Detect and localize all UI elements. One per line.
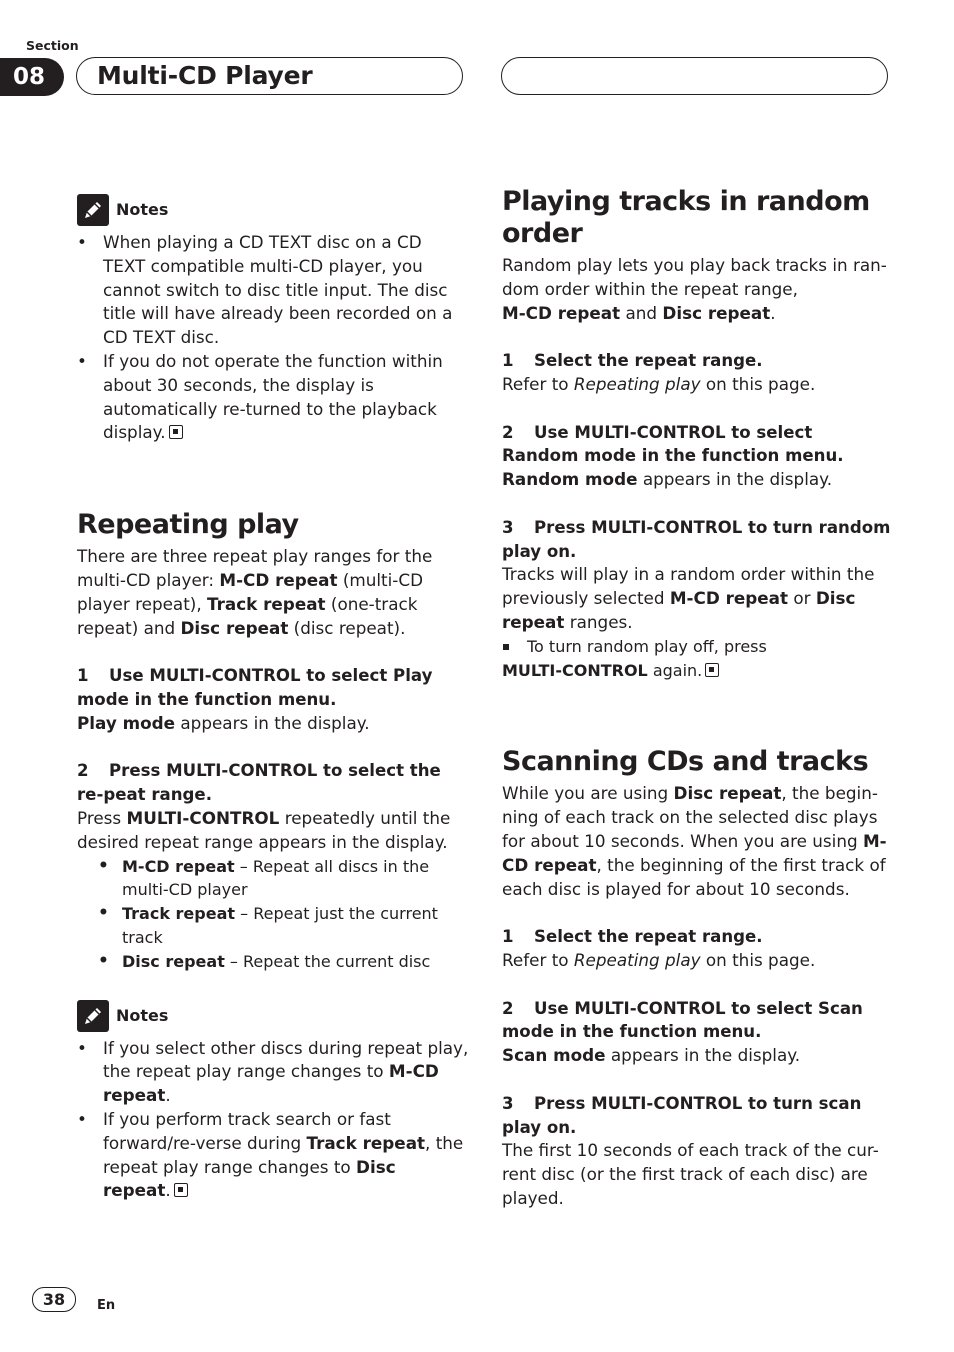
notes-title: Notes [116, 200, 169, 220]
paragraph: MULTI-CONTROL again. [502, 659, 894, 683]
step-heading: 1 Select the repeat range. [502, 927, 763, 947]
paragraph: Press MULTI-CONTROL repeatedly until the desired repeat range appears in the display. [77, 807, 451, 852]
paragraph: Play mode appears in the display. [77, 712, 370, 733]
end-mark-icon [174, 1183, 188, 1197]
page-number: 38 [32, 1287, 76, 1312]
notes-title: Notes [116, 1005, 169, 1025]
right-column [502, 186, 894, 1211]
pencil-icon [77, 1000, 109, 1032]
paragraph: Refer to Repeating play on this page. [502, 373, 816, 394]
paragraph: Scan mode appears in the display. [502, 1045, 801, 1066]
step-heading: 3 Press MULTI-CONTROL to turn scan play on. [502, 1093, 862, 1137]
empty-title-box [501, 57, 888, 95]
paragraph: There are three repeat play ranges for the multi-CD player: M-CD repeat (multi-CD player repeat), Track repeat (one-track repeat) and Disc repeat (disc repeat). [77, 546, 433, 638]
list-item: • M-CD repeat – Repeat all discs in the multi-CD player [77, 855, 469, 903]
note-item: • If you do not operate the function within about 30 seconds, the display is automatically re-turned to the playback display. [77, 350, 469, 445]
step-heading: 1 Use MULTI-CONTROL to select Play mode in the function menu. [77, 666, 433, 709]
section-heading: Scanning CDs and tracks [502, 746, 869, 778]
chapter-title-box [76, 57, 463, 95]
notes-list [77, 231, 469, 445]
chapter-title: Multi-CD Player [97, 61, 313, 90]
language-label: En [97, 1298, 116, 1313]
end-mark-icon [705, 663, 719, 677]
paragraph: Random play lets you play back tracks in ran-dom order within the repeat range, M-CD repeat and Disc repeat. [502, 255, 887, 323]
paragraph: While you are using Disc repeat, the begin-ning of each track on the selected disc plays for about 10 seconds. When you are using M-CD repeat, the beginning of the first track of each disc is played for about 10 seconds. [502, 783, 887, 899]
notes-list [77, 1037, 469, 1204]
end-mark-icon [169, 425, 183, 439]
note-item: • If you perform track search or fast forward/re-verse during Track repeat, the repeat play range changes to Disc repeat. [77, 1108, 469, 1203]
step-heading: 2 Press MULTI-CONTROL to select the re-peat range. [77, 761, 441, 805]
step-heading: 2 Use MULTI-CONTROL to select Scan mode in the function menu. [502, 998, 863, 1042]
left-column [77, 194, 469, 1203]
list-item: • Track repeat – Repeat just the current track [77, 902, 469, 950]
list-item: • Disc repeat – Repeat the current disc [77, 950, 469, 974]
step-heading: 1 Select the repeat range. [502, 351, 763, 371]
tip-item: To turn random play off, press [502, 635, 894, 659]
step-heading: 2 Use MULTI-CONTROL to select Random mode in the function menu. [502, 422, 844, 466]
section-heading: Repeating play [77, 509, 299, 541]
note-item: • When playing a CD TEXT disc on a CD TEXT compatible multi-CD player, you cannot switch to disc title input. The disc title will have already been recorded on a CD TEXT disc. [77, 231, 469, 350]
notes-header [77, 1000, 469, 1032]
paragraph: Random mode appears in the display. [502, 469, 833, 490]
paragraph: Tracks will play in a random order within the previously selected M-CD repeat or Disc repeat ranges. [502, 564, 875, 632]
pencil-icon [77, 194, 109, 226]
repeat-options-list [77, 855, 469, 974]
step-heading: 3 Press MULTI-CONTROL to turn random play on. [502, 517, 891, 561]
paragraph: The first 10 seconds of each track of the cur-rent disc (or the first track of each disc) are played. [502, 1140, 879, 1208]
notes-header [77, 194, 469, 226]
note-item: • If you select other discs during repeat play, the repeat play range changes to M-CD repeat. [77, 1037, 469, 1108]
section-number-badge: 08 [0, 58, 64, 96]
section-heading: Playing tracks in random order [502, 186, 870, 249]
section-label: Section [26, 38, 79, 53]
paragraph: Refer to Repeating play on this page. [502, 949, 816, 970]
